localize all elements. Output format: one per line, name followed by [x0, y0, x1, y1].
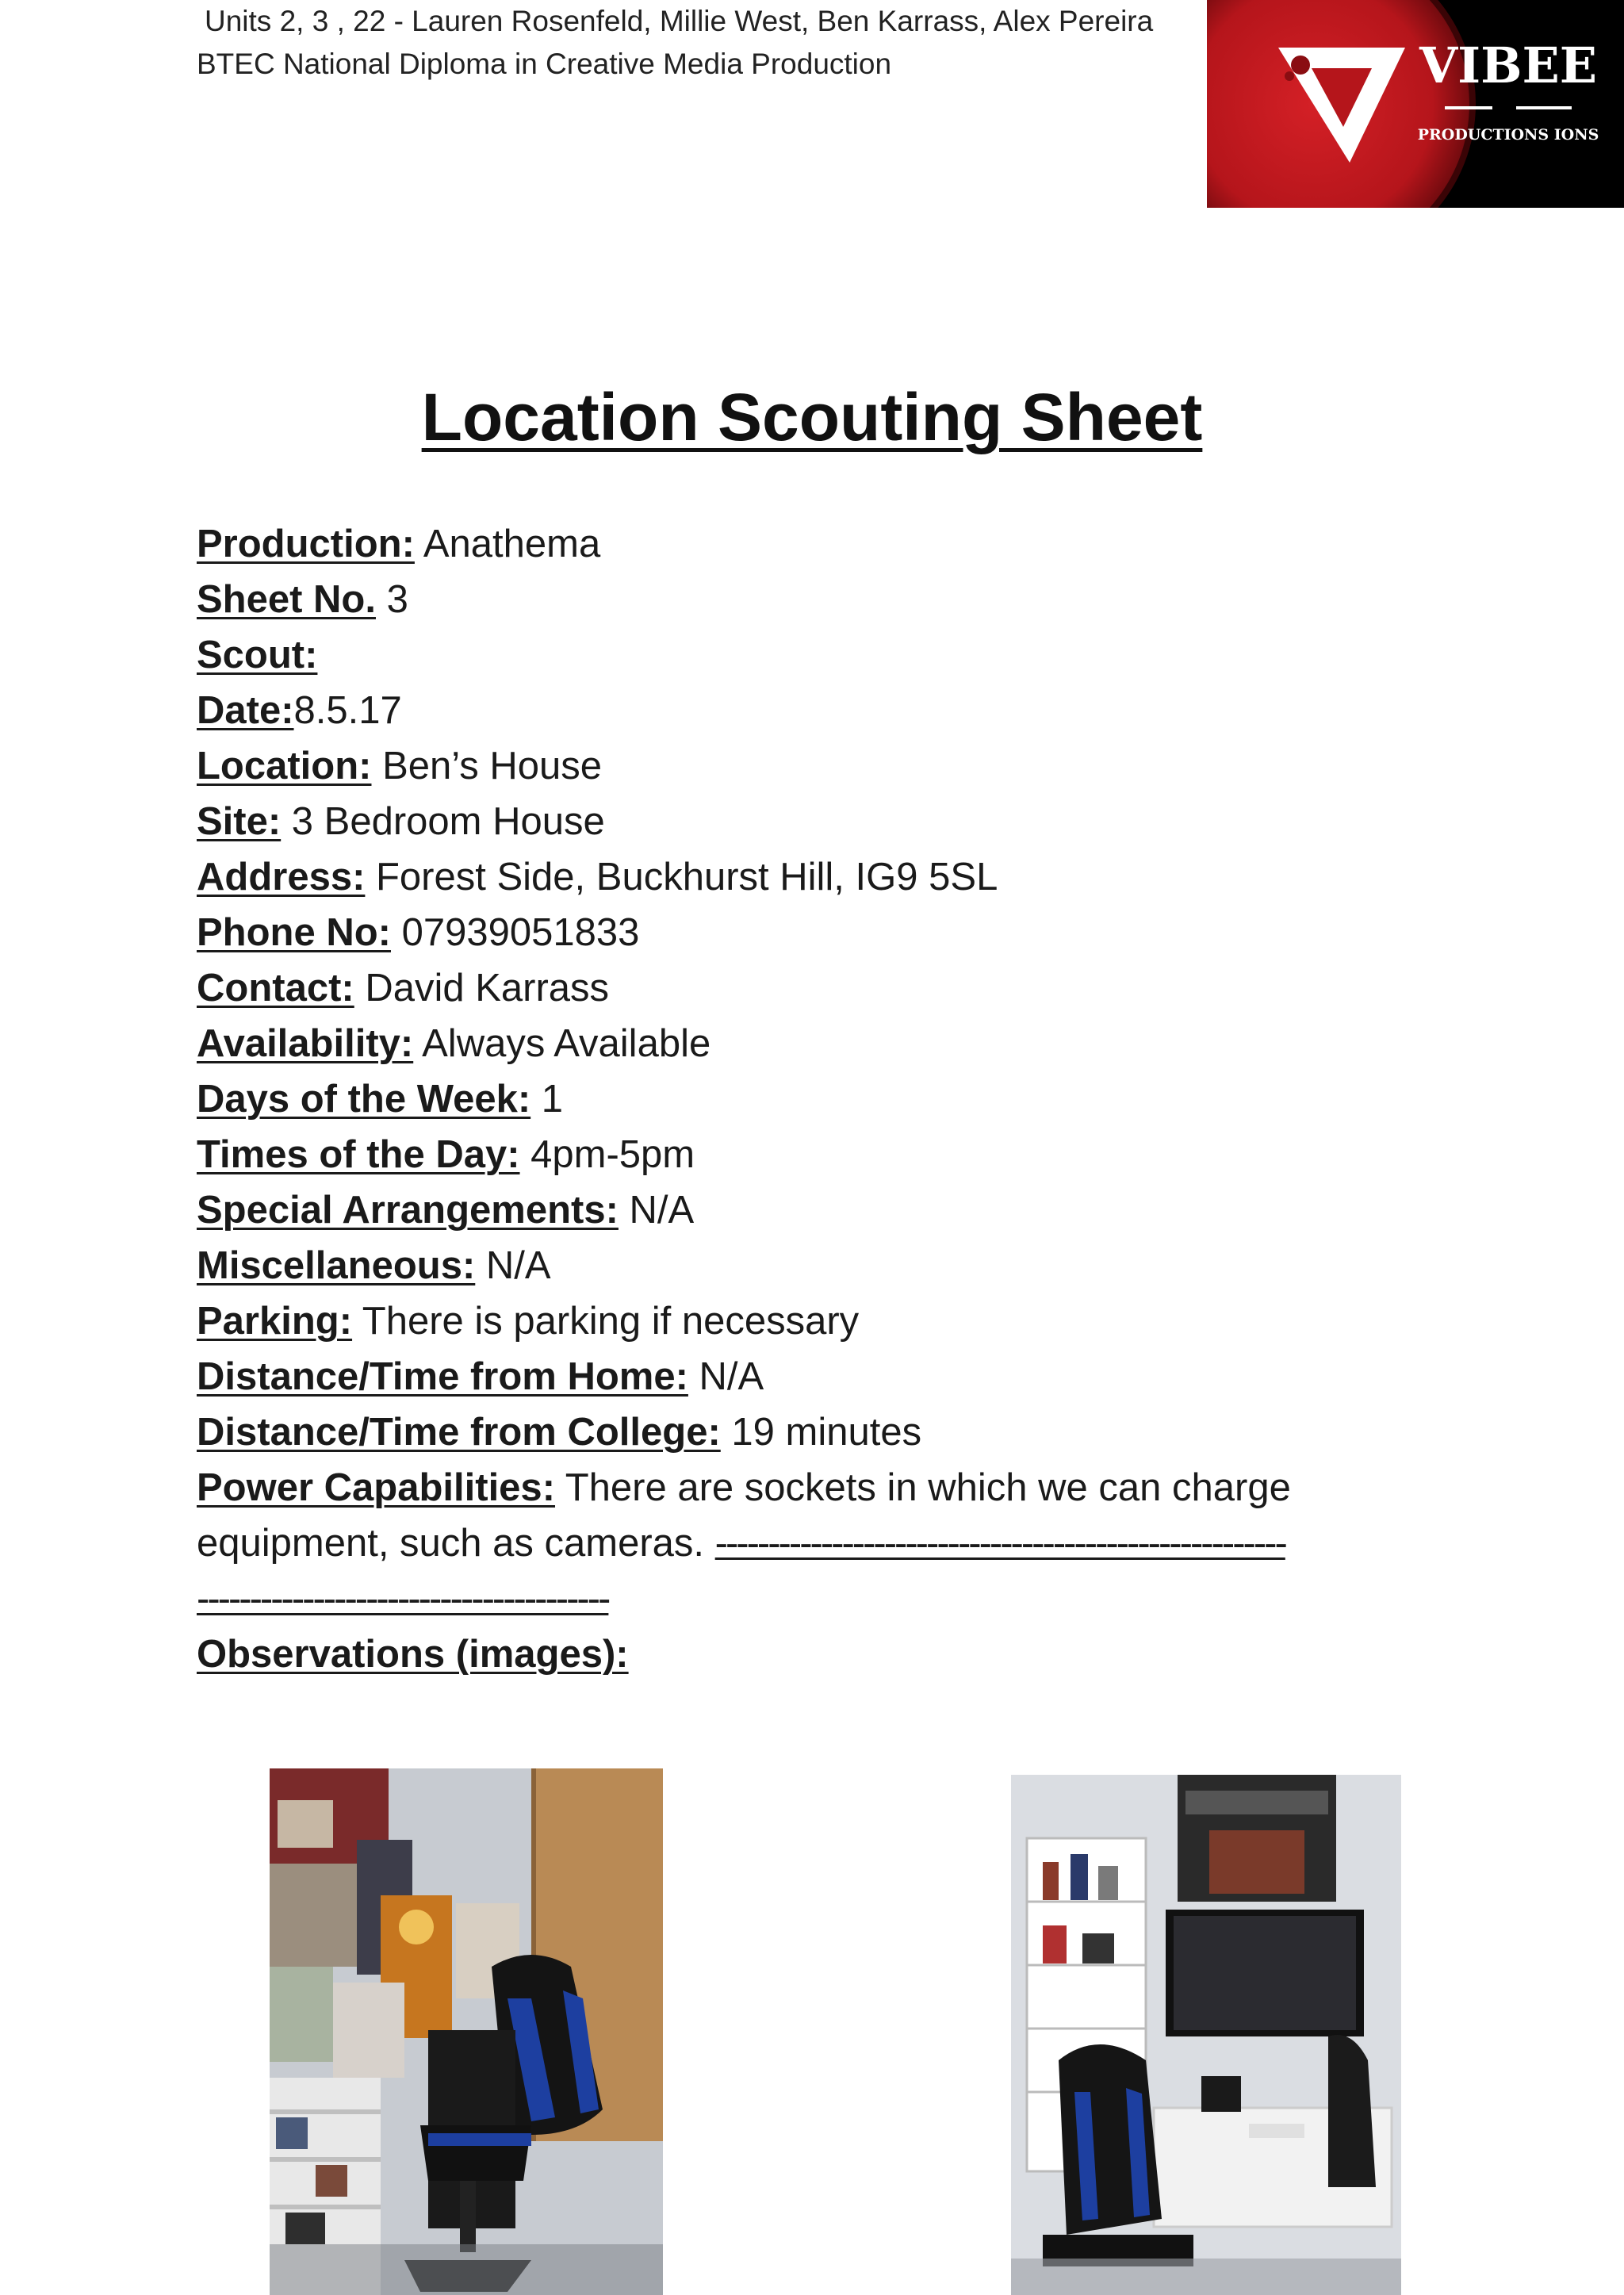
field-label: Sheet No. — [197, 578, 376, 621]
field-value: 3 — [375, 578, 408, 621]
field-value: 3 Bedroom House — [281, 800, 605, 843]
field-scout — [197, 627, 1434, 683]
logo-text-main: VIBEE — [1419, 36, 1598, 94]
field-phone — [197, 905, 1434, 960]
page-title: Location Scouting Sheet — [421, 380, 1203, 454]
field-address — [197, 849, 1434, 905]
dash-line: ------------------------------------------------------ — [714, 1522, 1285, 1565]
field-value-continuation: equipment, such as cameras. — [197, 1522, 715, 1565]
field-special-arrangements — [197, 1182, 1434, 1238]
field-label: Availability: — [197, 1022, 414, 1065]
vibee-productions-logo — [1207, 0, 1624, 208]
tv-setup-image — [1011, 1775, 1401, 2295]
field-label: Miscellaneous: — [197, 1244, 476, 1287]
field-value: David Karrass — [354, 967, 610, 1010]
field-value: 07939051833 — [390, 911, 640, 954]
dash-line: --------------------------------------- — [197, 1577, 609, 1620]
field-miscellaneous — [197, 1238, 1434, 1293]
document-header — [197, 0, 1153, 86]
field-observations — [197, 1626, 1434, 1682]
field-availability — [197, 1016, 1434, 1071]
field-value: Always Available — [413, 1022, 711, 1065]
field-label: Address: — [197, 856, 366, 898]
field-value: 19 minutes — [720, 1411, 922, 1454]
logo-text-sub: PRODUCTIONS IONS — [1417, 126, 1599, 144]
field-label: Parking: — [197, 1300, 353, 1343]
field-times — [197, 1127, 1434, 1182]
field-label: Production: — [197, 523, 415, 565]
field-value: There are sockets in which we can charge — [555, 1466, 1291, 1509]
bedroom-photo-right — [1011, 1775, 1401, 2295]
field-value: Forest Side, Buckhurst Hill, IG9 5SL — [365, 856, 998, 898]
dash-line-row — [197, 1571, 1434, 1626]
field-power-continuation — [197, 1515, 1434, 1571]
logo-graphic — [1207, 0, 1624, 208]
field-site — [197, 794, 1434, 849]
field-distance-college — [197, 1404, 1434, 1460]
scouting-fields — [197, 516, 1434, 1682]
field-value: N/A — [618, 1189, 695, 1232]
bedroom-photo-left — [270, 1768, 663, 2295]
field-value: 8.5.17 — [293, 689, 402, 732]
units-line: Units 2, 3 , 22 - Lauren Rosenfeld, Millie West, Ben Karrass, Alex Pereira — [205, 5, 1154, 37]
field-label: Observations (images): — [197, 1633, 629, 1676]
field-label: Power Capabilities: — [197, 1466, 556, 1509]
course-line: BTEC National Diploma in Creative Media Production — [197, 48, 892, 80]
field-label: Distance/Time from College: — [197, 1411, 721, 1454]
bedroom-image — [270, 1768, 663, 2295]
field-value: 4pm-5pm — [519, 1133, 695, 1176]
field-power — [197, 1460, 1434, 1515]
field-date — [197, 683, 1434, 738]
field-sheet-no — [197, 572, 1434, 627]
field-distance-home — [197, 1349, 1434, 1404]
field-value: N/A — [475, 1244, 551, 1287]
field-label: Scout: — [197, 634, 318, 676]
field-location — [197, 738, 1434, 794]
field-value: Ben’s House — [371, 745, 603, 787]
field-contact — [197, 960, 1434, 1016]
field-production — [197, 516, 1434, 572]
field-days — [197, 1071, 1434, 1127]
field-value: Anathema — [414, 523, 601, 565]
field-parking — [197, 1293, 1434, 1349]
field-value: 1 — [530, 1078, 564, 1121]
field-label: Special Arrangements: — [197, 1189, 619, 1232]
field-label: Distance/Time from Home: — [197, 1355, 688, 1398]
field-label: Phone No: — [197, 911, 391, 954]
field-value: N/A — [688, 1355, 764, 1398]
field-label: Days of the Week: — [197, 1078, 531, 1121]
field-label: Contact: — [197, 967, 354, 1010]
field-label: Location: — [197, 745, 372, 787]
field-label: Times of the Day: — [197, 1133, 520, 1176]
field-value: There is parking if necessary — [352, 1300, 860, 1343]
field-label: Site: — [197, 800, 282, 843]
field-label: Date: — [197, 689, 294, 732]
